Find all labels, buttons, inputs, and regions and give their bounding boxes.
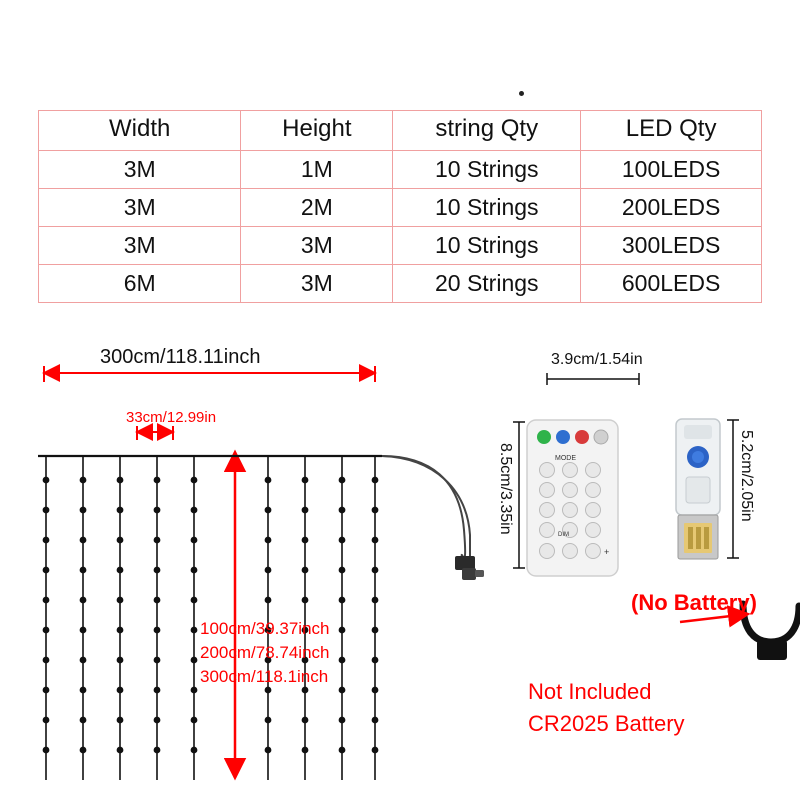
table-cell: 3M	[241, 265, 393, 303]
spacing-dimension-arrow	[137, 426, 173, 440]
remote-width-label: 3.9cm/1.54in	[551, 351, 643, 368]
usb-height-tick	[726, 418, 740, 560]
decorative-dot	[519, 91, 524, 96]
not-included-line-2: CR2025 Battery	[528, 711, 685, 736]
table-cell: 10 Strings	[393, 227, 581, 265]
no-battery-label: (No Battery)	[631, 590, 757, 615]
table-header-cell: LED Qty	[581, 111, 762, 151]
spacing-dimension-label: 33cm/12.99in	[126, 409, 217, 426]
table-cell: 300LEDS	[581, 227, 762, 265]
inline-switch-box	[455, 556, 484, 580]
height-option-1: 100cm/39.37inch	[200, 619, 330, 638]
table-row	[39, 265, 762, 303]
table-row	[39, 227, 762, 265]
usb-height-label: 5.2cm/2.05in	[738, 430, 755, 522]
table-cell: 6M	[39, 265, 241, 303]
table-cell: 200LEDS	[581, 189, 762, 227]
not-included-label	[528, 676, 685, 740]
table-cell: 10 Strings	[393, 151, 581, 189]
table-cell: 10 Strings	[393, 189, 581, 227]
remote-control-image	[525, 418, 620, 578]
remote-width-tick	[545, 372, 641, 386]
table-cell: 3M	[39, 227, 241, 265]
height-option-3: 300cm/118.1inch	[200, 667, 329, 686]
table-header-cell: string Qty	[393, 111, 581, 151]
svg-text:MODE: MODE	[555, 455, 576, 462]
table-cell: 3M	[39, 189, 241, 227]
height-option-2: 200cm/78.74inch	[200, 643, 330, 662]
table-cell: 1M	[241, 151, 393, 189]
table-cell: 600LEDS	[581, 265, 762, 303]
table-row	[39, 151, 762, 189]
lead-wire	[382, 456, 465, 558]
table-cell: 3M	[39, 151, 241, 189]
table-cell: 2M	[241, 189, 393, 227]
table-row	[39, 189, 762, 227]
table-cell: 100LEDS	[581, 151, 762, 189]
remote-height-tick	[512, 420, 526, 570]
table-header-cell: Height	[241, 111, 393, 151]
remote-height-label: 8.5cm/3.35in	[497, 443, 514, 535]
table-header-cell: Width	[39, 111, 241, 151]
height-dimension-label	[200, 617, 329, 689]
table-cell: 20 Strings	[393, 265, 581, 303]
width-dimension-label: 300cm/118.11inch	[100, 346, 261, 368]
not-included-line-1: Not Included	[528, 679, 652, 704]
svg-text:+: +	[604, 547, 610, 557]
svg-text:DIM: DIM	[558, 532, 569, 538]
specification-table	[38, 110, 762, 303]
table-header-row	[39, 111, 762, 151]
curtain-light-diagram	[30, 330, 530, 800]
table-cell: 3M	[241, 227, 393, 265]
